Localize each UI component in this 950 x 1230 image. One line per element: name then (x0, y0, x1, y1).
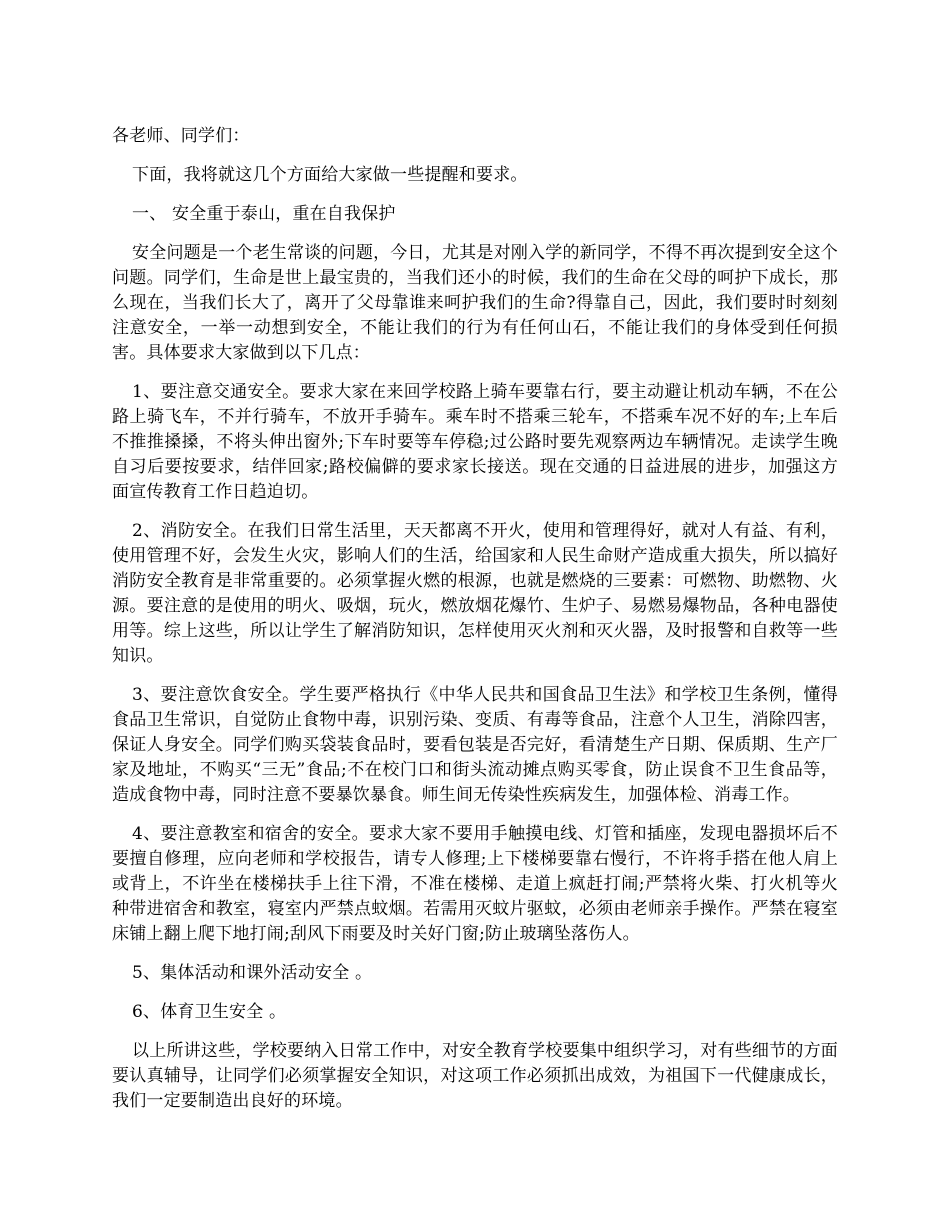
safety-paragraph: 安全问题是一个老生常谈的问题，今日，尤其是对刚入学的新同学，不得不再次提到安全这个问题。同学们，生命是世上最宝贵的，当我们还小的时候，我们的生命在父母的呵护下成长，那么现在，当我们长大了，离开了父母靠谁来呵护我们的生命?得靠自己，因此，我们要时时刻刻注意安全，一举一动想到安全，不能让我们的行为有任何山石，不能让我们的身体受到任何损害。具体要求大家做到以下几点： (112, 243, 838, 363)
closing-paragraph: 以上所讲这些，学校要纳入日常工作中，对安全教育学校要集中组织学习，对有些细节的方面要认真辅导，让同学们必须掌握安全知识，对这项工作必须抓出成效，为祖国下一代健康成长，我们一定要制造出良好的环境。 (112, 1041, 838, 1111)
document-page (112, 124, 838, 1114)
fire-safety-paragraph: 2、消防安全。在我们日常生活里，天天都离不开火，使用和管理得好，就对人有益、有利，使用管理不好，会发生火灾，影响人们的生活，给国家和人民生命财产造成重大损失，所以搞好消防安全教育是非常重要的。必须掌握火燃的根源，也就是燃烧的三要素：可燃物、助燃物、火源。要注意的是使用的明火、吸烟，玩火，燃放烟花爆竹、生炉子、易燃易爆物品，各种电器使用等。综上这些，所以让学生了解消防知识，怎样使用灭火剂和灭火器，及时报警和自救等一些知识。 (112, 521, 838, 666)
activity-safety-paragraph: 5、集体活动和课外活动安全 。 (132, 963, 373, 983)
intro-paragraph: 下面，我将就这几个方面给大家做一些提醒和要求。 (132, 165, 528, 185)
classroom-dorm-safety-paragraph: 4、要注意教室和宿舍的安全。要求大家不要用手触摸电线、灯管和插座，发现电器损坏后不要擅自修理，应向老师和学校报告，请专人修理;上下楼梯要靠右慢行，不许将手搭在他人肩上或背上，不许坐在楼梯扶手上往下滑，不准在楼梯、走道上疯赶打闹;严禁将火柴、打火机等火种带进宿舍和教室，寝室内严禁点蚊烟。若需用灭蚊片驱蚊，必须由老师亲手操作。严禁在寝室床铺上翻上爬下地打闹;刮风下雨要及时关好门窗;防止玻璃坠落伤人。 (112, 824, 838, 944)
section-heading: 一、 安全重于泰山，重在自我保护 (132, 204, 396, 224)
traffic-safety-paragraph: 1、要注意交通安全。要求大家在来回学校路上骑车要靠右行，要主动避让机动车辆，不在公路上骑飞车，不并行骑车，不放开手骑车。乘车时不搭乘三轮车，不搭乘车况不好的车;上车后不推推搡搡，不将头伸出窗外;下车时要等车停稳;过公路时要先观察两边车辆情况。走读学生晚自习后要按要求，结伴回家;路校偏僻的要求家长接送。现在交通的日益进展的进步，加强这方面宣传教育工作日趋迫切。 (112, 382, 838, 502)
sports-safety-paragraph: 6、体育卫生安全 。 (132, 1002, 287, 1022)
food-safety-paragraph: 3、要注意饮食安全。学生要严格执行《中华人民共和国食品卫生法》和学校卫生条例，懂得食品卫生常识，自觉防止食物中毒，识别污染、变质、有毒等食品，注意个人卫生，消除四害，保证人身安全。同学们购买袋装食品时，要看包装是否完好，看清楚生产日期、保质期、生产厂家及地址，不购买“三无”食品;不在校门口和街头流动摊点购买零食，防止误食不卫生食品等，造成食物中毒，同时注意不要暴饮暴食。师生间无传染性疾病发生，加强体检、消毒工作。 (112, 685, 838, 805)
greeting: 各老师、同学们： (112, 126, 250, 146)
